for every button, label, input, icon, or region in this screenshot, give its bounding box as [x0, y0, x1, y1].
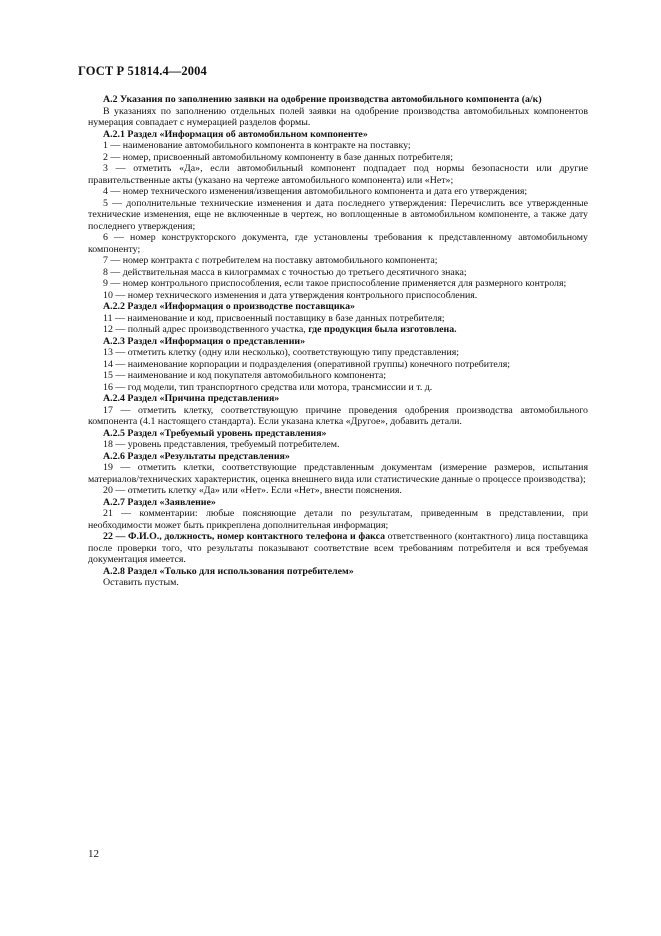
item-22-lead: 22 — Ф.И.О., должность, номер контактного телефона и факса — [103, 531, 386, 542]
section-intro: В указаниях по заполнению отдельных полей заявки на одобрение производства автомобильных компонентов нумерация совпадает с нумерацией разделов формы. — [88, 105, 588, 128]
item-12 — [88, 324, 588, 336]
item-21: 21 — комментарии: любые поясняющие детали по результатам, приведенным в представлении, при необходимости может быть прикреплена дополнительная информация; — [88, 508, 588, 531]
heading-a-2-7: А.2.7 Раздел «Заявление» — [103, 496, 216, 508]
heading-a-2-2: А.2.2 Раздел «Информация о производстве поставщика» — [103, 301, 355, 312]
note-leave-empty: Оставить пустым. — [103, 577, 179, 588]
heading-a-2-1: А.2.1 Раздел «Информация об автомобильном компоненте» — [103, 128, 368, 140]
item-16: 16 — год модели, тип транспортного средства или мотора, трансмиссии и т. д. — [103, 381, 433, 393]
item-14: 14 — наименование корпорации и подразделения (оперативной группы) конечного потребителя; — [103, 358, 510, 370]
item-12-text: 12 — полный адрес производственного участка, — [103, 324, 309, 335]
item-10: 10 — номер технического изменения и дата утверждения контрольного приспособления. — [103, 289, 478, 301]
item-11: 11 — наименование и код, присвоенный поставщику в базе данных потребителя; — [103, 312, 445, 324]
heading-a-2-6: А.2.6 Раздел «Результаты представления» — [103, 450, 290, 462]
item-22 — [88, 531, 588, 566]
page-number: 12 — [88, 848, 99, 860]
item-22-rest: ответственного (контактного) лица поставщика после проверки того, что результаты показывают соответствие всем требованиям потребителя и вся требуемая документация имеется. — [88, 531, 588, 565]
item-3: 3 — отметить «Да», если автомобильный компонент подпадает под нормы безопасности или другие правительственные акты (указано на чертеже автомобильного компонента) или «Нет»; — [88, 163, 588, 186]
heading-a-2-4: А.2.4 Раздел «Причина представления» — [103, 393, 280, 404]
item-19: 19 — отметить клетки, соответствующие представленным документам (измерение размеров, испытания материалов/технических характеристик, оценка внешнего вида или статистические данные о процессе производства); — [88, 462, 588, 485]
heading-a-2-8: А.2.8 Раздел «Только для использования потребителем» — [103, 565, 354, 577]
document-code: ГОСТ Р 51814.4—2004 — [78, 64, 207, 78]
item-12-bold: где продукция была изготовлена. — [308, 324, 457, 335]
heading-a-2-3: А.2.3 Раздел «Информация о представлении» — [103, 335, 306, 347]
item-1: 1 — наименование автомобильного компонента в контракте на поставку; — [103, 140, 411, 151]
item-8: 8 — действительная масса в килограммах с точностью до третьего десятичного знака; — [103, 266, 467, 278]
item-13: 13 — отметить клетку (одну или несколько), соответствующую типу представления; — [103, 347, 460, 358]
item-2: 2 — номер, присвоенный автомобильному компоненту в базе данных потребителя; — [103, 151, 453, 163]
page-body — [88, 94, 588, 589]
item-4: 4 — номер технического изменения/извещения автомобильного компонента и дата его утверждения; — [103, 186, 528, 197]
heading-a-2-5: А.2.5 Раздел «Требуемый уровень представления» — [103, 427, 327, 439]
item-20: 20 — отметить клетку «Да» или «Нет». Если «Нет», внести пояснения. — [103, 485, 402, 496]
item-6: 6 — номер конструкторского документа, где установлены требования к представленному автомобильному компоненту; — [88, 232, 588, 255]
item-5: 5 — дополнительные технические изменения и дата последнего утверждения: Перечислить все утвержденные технические изменения, еще не включенные в чертеж, но воплощенные в автомобильном компоненте, а также дату последнего утверждения; — [88, 197, 588, 232]
item-7: 7 — номер контракта с потребителем на поставку автомобильного компонента; — [103, 255, 438, 266]
item-9: 9 — номер контрольного приспособления, если такое приспособление применяется для размерного контроля; — [103, 278, 567, 289]
item-17: 17 — отметить клетку, соответствующую причине проведения одобрения производства автомобильного компонента (4.1 настоящего стандарта). Если указана клетка «Другое», добавить детали. — [88, 404, 588, 427]
item-18: 18 — уровень представления, требуемый потребителем. — [103, 439, 340, 450]
item-15: 15 — наименование и код покупателя автомобильного компонента; — [103, 370, 387, 381]
section-title: А.2 Указания по заполнению заявки на одобрение производства автомобильного компонента (а/к) — [103, 94, 542, 105]
